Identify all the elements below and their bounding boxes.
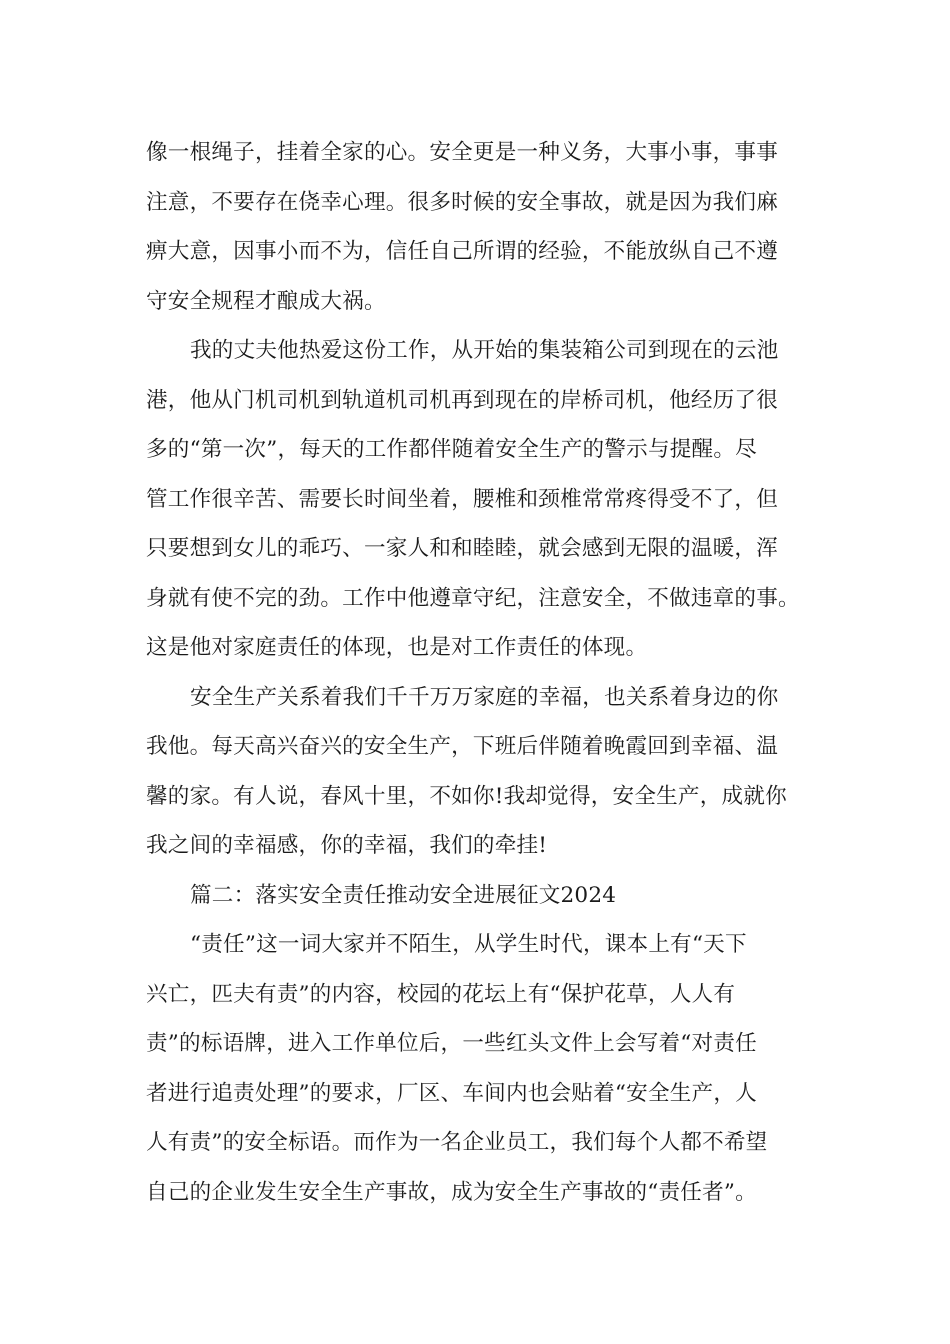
text-line: 这是他对家庭责任的体现，也是对工作责任的体现。 — [146, 635, 648, 660]
paragraph-start-line: 安全生产关系着我们千千万万家庭的幸福，也关系着身边的你 — [190, 684, 779, 710]
text-line: 人有责”的安全标语。而作为一名企业员工，我们每个人都不希望 — [146, 1130, 768, 1155]
text-line: 多的“第一次”，每天的工作都伴随着安全生产的警示与提醒。尽 — [146, 437, 757, 462]
text-line: 责”的标语牌，进入工作单位后，一些红头文件上会写着“对责任 — [146, 1031, 757, 1056]
text-line: 注意，不要存在侥幸心理。很多时候的安全事故，就是因为我们麻 — [146, 189, 779, 215]
text-line: 管工作很辛苦、需要长时间坐着，腰椎和颈椎常常疼得受不了，但 — [146, 486, 779, 512]
text-line: 我之间的幸福感，你的幸福，我们的牵挂! — [146, 833, 548, 858]
text-line: 身就有使不完的劲。工作中他遵章守纪，注意安全，不做违章的事。 — [146, 585, 800, 611]
text-line: 兴亡，匹夫有责”的内容，校园的花坛上有“保护花草，人人有 — [146, 981, 736, 1007]
text-line: 馨的家。有人说，春风十里，不如你!我却觉得，安全生产，成就你 — [146, 783, 787, 809]
text-line: 痹大意，因事小而不为，信任自己所谓的经验，不能放纵自己不遵 — [146, 239, 779, 264]
text-line: 自己的企业发生安全生产事故，成为安全生产事故的“责任者”。 — [146, 1179, 757, 1205]
paragraph-start-line: 我的丈夫他热爱这份工作，从开始的集装箱公司到现在的云池 — [190, 338, 779, 363]
text-line: 守安全规程才酿成大祸。 — [146, 288, 386, 314]
text-line: 像一根绳子，挂着全家的心。安全更是一种义务，大事小事，事事 — [146, 140, 779, 165]
text-line: 我他。每天高兴奋兴的安全生产，下班后伴随着晚霞回到幸福、温 — [146, 734, 779, 759]
text-line: 港，他从门机司机到轨道机司机再到现在的岸桥司机，他经历了很 — [146, 387, 779, 413]
text-line: 只要想到女儿的乖巧、一家人和和睦睦，就会感到无限的温暖，浑 — [146, 536, 779, 561]
section-heading: 篇二：落实安全责任推动安全进展征文2024 — [190, 882, 617, 908]
paragraph-start-line: “责任”这一词大家并不陌生，从学生时代，课本上有“天下 — [190, 932, 747, 957]
text-line: 者进行追责处理”的要求，厂区、车间内也会贴着“安全生产，人 — [146, 1080, 757, 1106]
body-text — [146, 128, 806, 1217]
